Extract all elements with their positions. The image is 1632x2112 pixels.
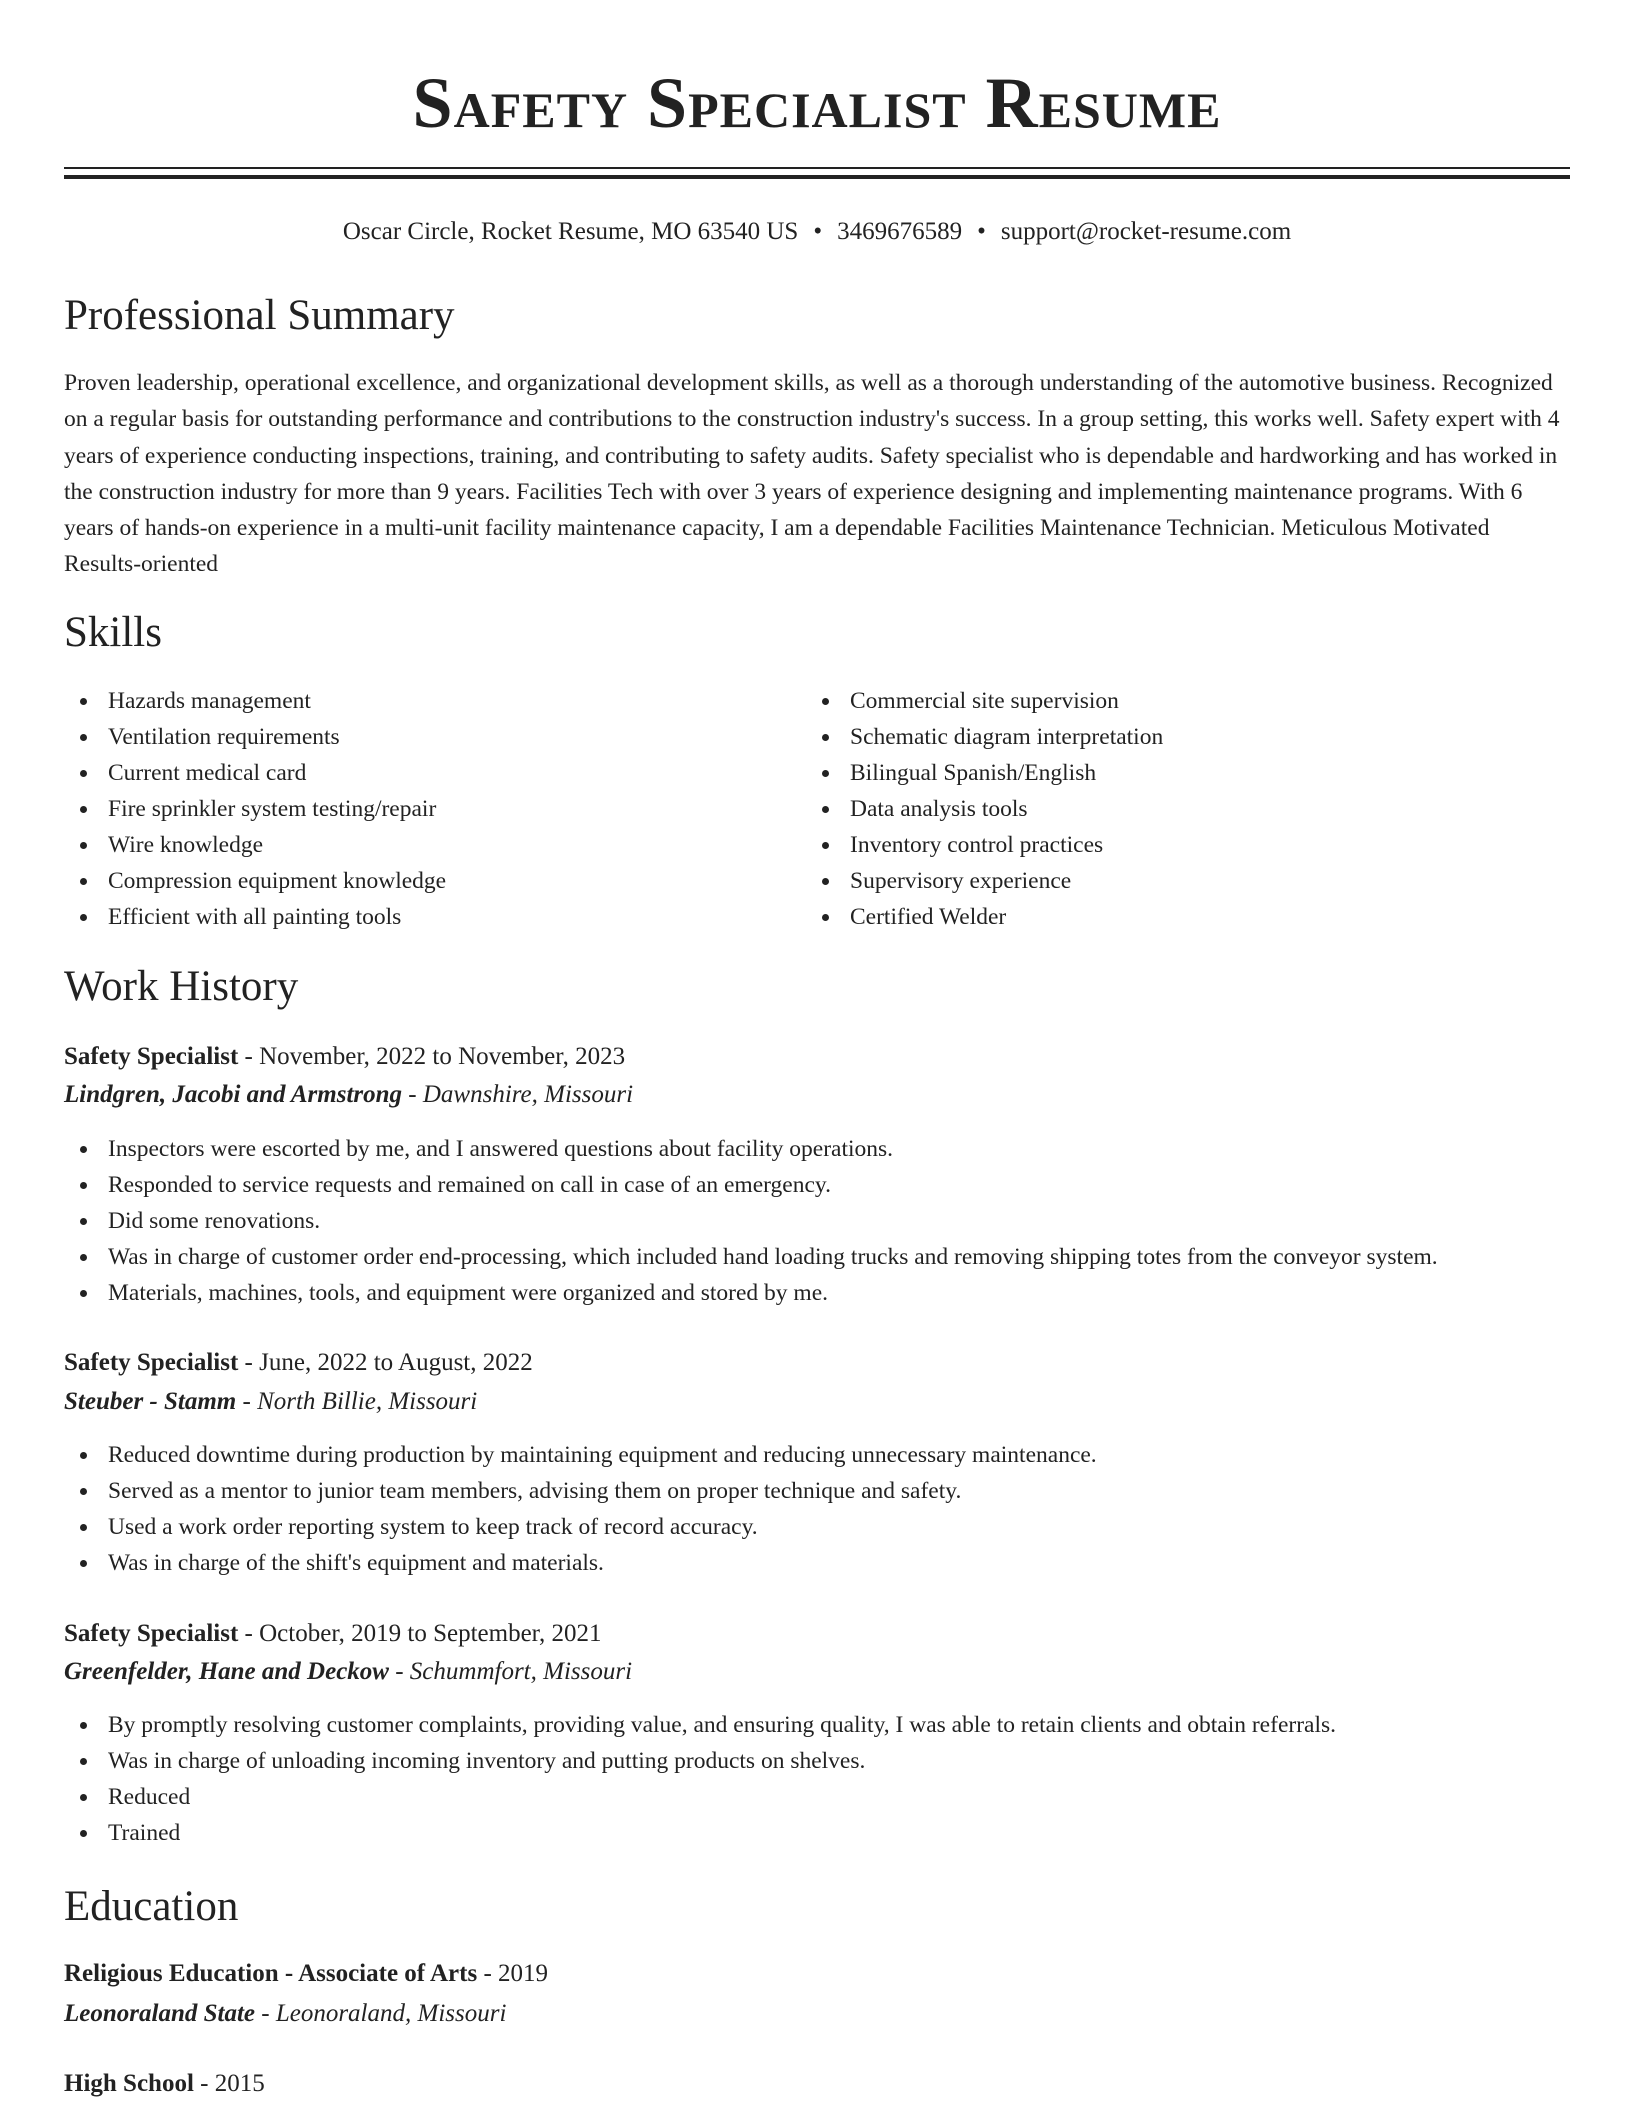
job-title-line: [64, 1345, 533, 1381]
skills-list-left: [64, 683, 446, 935]
education-year: - 2019: [477, 1960, 549, 1987]
job-bullet: Trained: [64, 1815, 1336, 1851]
job-location: - Schummfort, Missouri: [388, 1658, 633, 1685]
job-company-line: [64, 1077, 633, 1113]
job-bullet: Was in charge of customer order end-processing, which included hand loading trucks and removing shipping totes from the conveyor system.: [64, 1239, 1438, 1275]
job-bullet: Responded to service requests and remained on call in case of an emergency.: [64, 1167, 1438, 1203]
job-company-line: [64, 1654, 632, 1690]
education-location: - Leonoraland, Missouri: [255, 2000, 507, 2027]
summary-heading: Professional Summary: [64, 292, 455, 339]
contact-address: Oscar Circle, Rocket Resume, MO 63540 US: [342, 218, 799, 245]
education-degree: High School: [64, 2070, 194, 2097]
job-title-line: [64, 1616, 602, 1652]
education-heading: Education: [64, 1883, 239, 1930]
job-location: - North Billie, Missouri: [236, 1388, 478, 1415]
job-bullet: Was in charge of the shift's equipment and materials.: [64, 1545, 1097, 1581]
work-history-heading: Work History: [64, 963, 299, 1010]
skill-item: Wire knowledge: [64, 827, 446, 863]
job-bullet: Served as a mentor to junior team members, advising them on proper technique and safety.: [64, 1473, 1097, 1509]
skill-item: Hazards management: [64, 683, 446, 719]
contact-separator: •: [813, 218, 823, 245]
contact-email: support@rocket-resume.com: [1000, 218, 1292, 245]
job-bullet: Materials, machines, tools, and equipment were organized and stored by me.: [64, 1275, 1438, 1311]
contact-phone: 3469676589: [837, 218, 963, 245]
job-bullet: Reduced: [64, 1779, 1336, 1815]
job-dates: - November, 2022 to November, 2023: [238, 1043, 626, 1070]
skill-item: Fire sprinkler system testing/repair: [64, 791, 446, 827]
contact-separator: •: [977, 218, 986, 245]
job-title: Safety Specialist: [64, 1349, 239, 1376]
skill-item: Schematic diagram interpretation: [806, 719, 1163, 755]
title-rule-thick: [64, 175, 1570, 179]
job-bullets: [64, 1437, 1097, 1581]
title-rule-thin: [64, 167, 1570, 169]
job-company-line: [64, 1384, 477, 1420]
skills-list-right: [806, 683, 1163, 935]
job-bullet: Reduced downtime during production by maintaining equipment and reducing unnecessary maintenance.: [64, 1437, 1097, 1473]
job-company: Greenfelder, Hane and Deckow: [64, 1658, 389, 1685]
job-company: Lindgren, Jacobi and Armstrong: [64, 1081, 403, 1108]
skill-item: Supervisory experience: [806, 863, 1163, 899]
contact-line: [64, 214, 1570, 250]
job-dates: - October, 2019 to September, 2021: [238, 1620, 602, 1647]
job-bullet: Used a work order reporting system to keep track of record accuracy.: [64, 1509, 1097, 1545]
skill-item: Data analysis tools: [806, 791, 1163, 827]
skill-item: Certified Welder: [806, 899, 1163, 935]
skill-item: Current medical card: [64, 755, 446, 791]
education-year: - 2015: [193, 2070, 265, 2097]
job-location: - Dawnshire, Missouri: [402, 1081, 634, 1108]
skills-heading: Skills: [64, 609, 162, 656]
job-dates: - June, 2022 to August, 2022: [238, 1349, 533, 1376]
job-title-line: [64, 1039, 625, 1075]
skill-item: Efficient with all painting tools: [64, 899, 446, 935]
job-title: Safety Specialist: [64, 1620, 239, 1647]
skill-item: Commercial site supervision: [806, 683, 1163, 719]
education-school-line: [64, 1996, 506, 2032]
skill-item: Compression equipment knowledge: [64, 863, 446, 899]
job-bullets: [64, 1131, 1438, 1311]
job-bullet: Was in charge of unloading incoming inventory and putting products on shelves.: [64, 1743, 1336, 1779]
skill-item: Inventory control practices: [806, 827, 1163, 863]
education-degree-line: [64, 1956, 548, 1992]
summary-text: Proven leadership, operational excellence, and organizational development skills, as well as a thorough understanding of the automotive business. Recognized on a regular basis for outstanding performance and contributions to the construction industry's success. In a group setting, this works well. Safety expert with 4 years of experience conducting inspections, training, and contributing to safety audits. Safety specialist who is dependable and hardworking and has worked in the construction industry for more than 9 years. Facilities Tech with over 3 years of experience designing and implementing maintenance programs. With 6 years of hands-on experience in a multi-unit facility maintenance capacity, I am a dependable Facilities Maintenance Technician. Meticulous Motivated Results-oriented: [64, 370, 1560, 578]
job-bullet: By promptly resolving customer complaints, providing value, and ensuring quality, I was able to retain clients and obtain referrals.: [64, 1707, 1336, 1743]
skill-item: Bilingual Spanish/English: [806, 755, 1163, 791]
job-bullet: Did some renovations.: [64, 1203, 1438, 1239]
job-title: Safety Specialist: [64, 1043, 239, 1070]
skill-item: Ventilation requirements: [64, 719, 446, 755]
job-bullets: [64, 1707, 1336, 1851]
education-degree-line: [64, 2066, 265, 2102]
job-company: Steuber - Stamm: [64, 1388, 237, 1415]
education-degree: Religious Education - Associate of Arts: [64, 1960, 478, 1987]
resume-title: Safety Specialist Resume: [412, 63, 1222, 143]
job-bullet: Inspectors were escorted by me, and I answered questions about facility operations.: [64, 1131, 1438, 1167]
education-school: Leonoraland State: [64, 2000, 255, 2027]
